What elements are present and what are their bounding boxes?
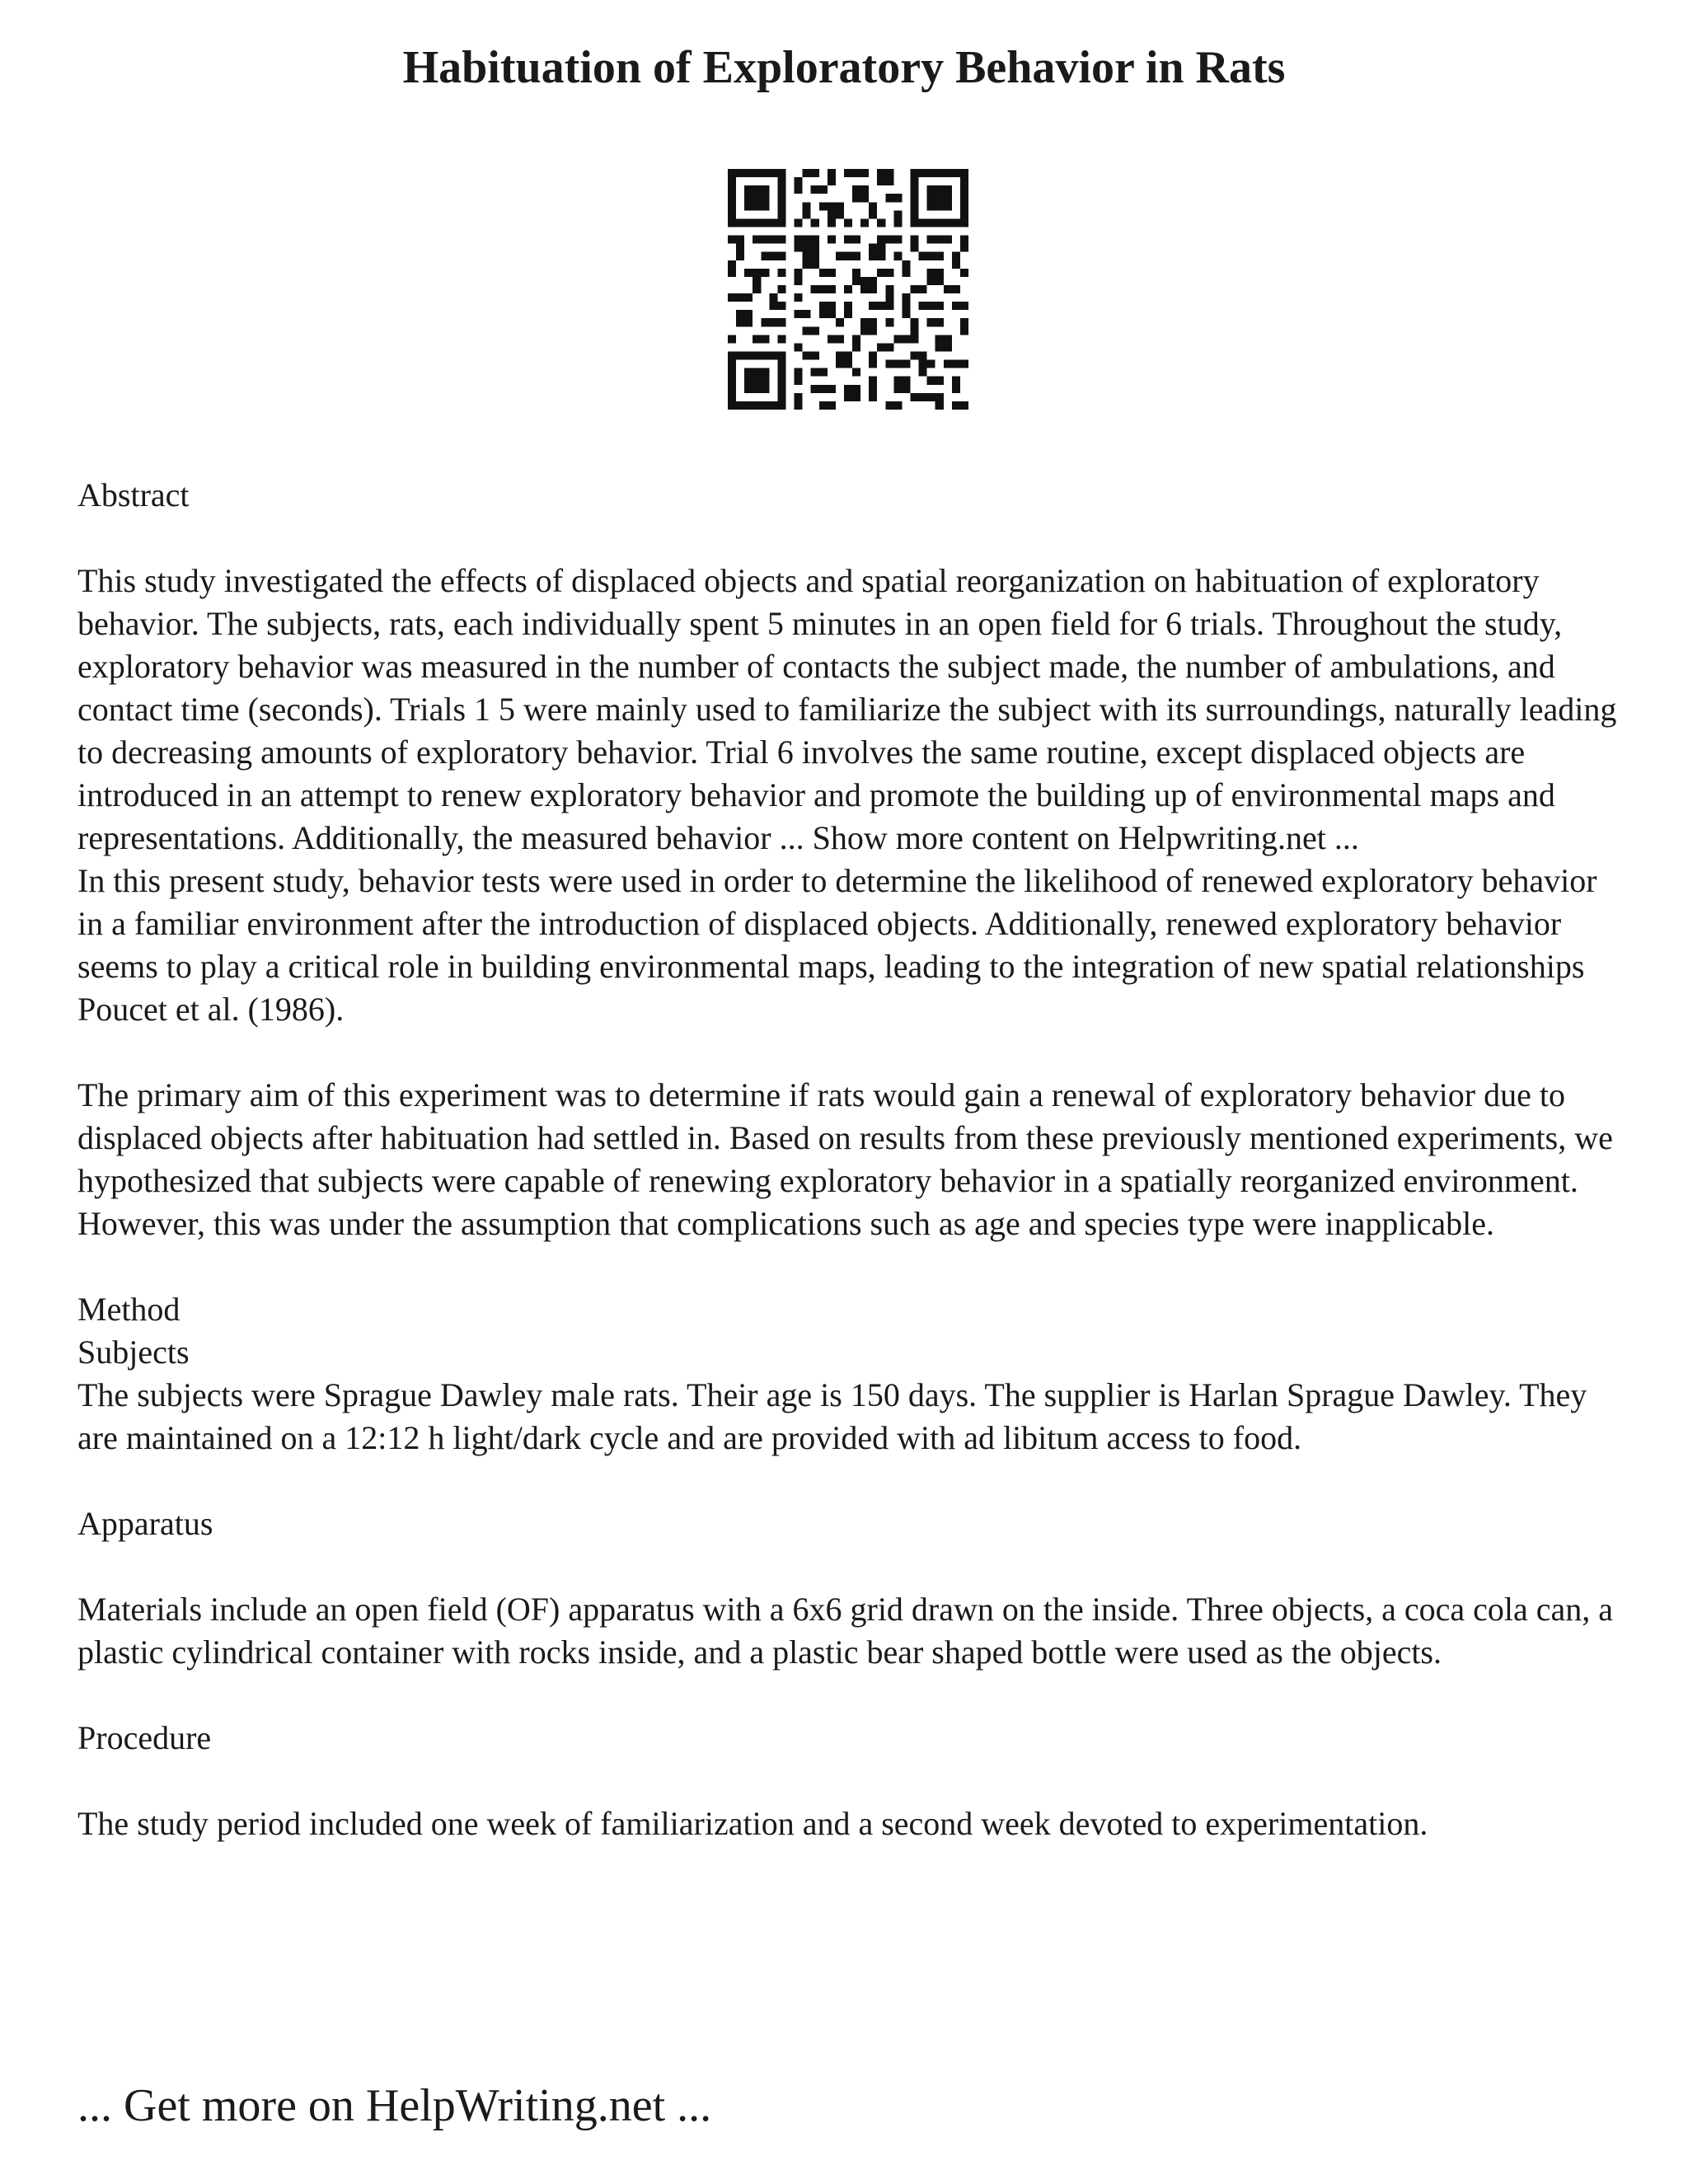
paragraph-gap xyxy=(77,1545,1627,1588)
paragraph-gap xyxy=(77,1245,1627,1288)
procedure-heading: Procedure xyxy=(77,1719,212,1756)
paragraph-gap xyxy=(77,1460,1627,1502)
paragraph-gap xyxy=(77,517,1627,560)
procedure-paragraph: The study period included one week of familiarization and a second week devoted to experimentation. xyxy=(77,1805,1428,1842)
method-heading: Method xyxy=(77,1291,181,1328)
apparatus-paragraph: Materials include an open field (OF) apparatus with a 6x6 grid drawn on the inside. Three objects, a coca cola can, a plastic cylindrical container with rocks inside, and a plastic bear shaped bottle were used as the objects. xyxy=(77,1591,1614,1671)
qr-code-icon[interactable] xyxy=(728,169,968,410)
paragraph-gap xyxy=(77,1674,1627,1717)
subjects-heading: Subjects xyxy=(77,1333,190,1371)
intro-paragraph: In this present study, behavior tests were used in order to determine the likelihood of renewed exploratory behavior in a familiar environment after the introduction of displaced objects. Additionally, renewed exploratory behavior seems to play a critical role in building environmental maps, leading to the integration of new spatial relationships Poucet et al. (1986). xyxy=(77,862,1597,1028)
abstract-heading: Abstract xyxy=(77,476,190,513)
get-more-link[interactable]: ... Get more on HelpWriting.net ... xyxy=(77,2080,712,2131)
paragraph-gap xyxy=(77,1031,1627,1074)
paragraph-gap xyxy=(77,1760,1627,1802)
apparatus-heading: Apparatus xyxy=(77,1505,213,1542)
document-body xyxy=(77,474,1627,1845)
aim-paragraph: The primary aim of this experiment was to determine if rats would gain a renewal of exploratory behavior due to displaced objects after habituation had settled in. Based on results from these previously mentioned experiments, we hypothesized that subjects were capable of renewing exploratory behavior in a spatially reorganized environment. However, this was under the assumption that complications such as age and species type were inapplicable. xyxy=(77,1076,1613,1242)
subjects-paragraph: The subjects were Sprague Dawley male rats. Their age is 150 days. The supplier is Harlan Sprague Dawley. They are maintained on a 12:12 h light/dark cycle and are provided with ad libitum access to food. xyxy=(77,1376,1587,1456)
abstract-paragraph: This study investigated the effects of displaced objects and spatial reorganization on habituation of exploratory behavior. The subjects, rats, each individually spent 5 minutes in an open field for 6 trials. Throughout the study, exploratory behavior was measured in the number of contacts the subject made, the number of ambulations, and contact time (seconds). Trials 1 5 were mainly used to familiarize the subject with its surroundings, naturally leading to decreasing amounts of exploratory behavior. Trial 6 involves the same routine, except displaced objects are introduced in an attempt to renew exploratory behavior and promote the building up of environmental maps and representations. Additionally, the measured behavior ... Show more content on Helpwriting.net ... xyxy=(77,562,1617,856)
document-title: Habituation of Exploratory Behavior in Rats xyxy=(402,42,1286,93)
